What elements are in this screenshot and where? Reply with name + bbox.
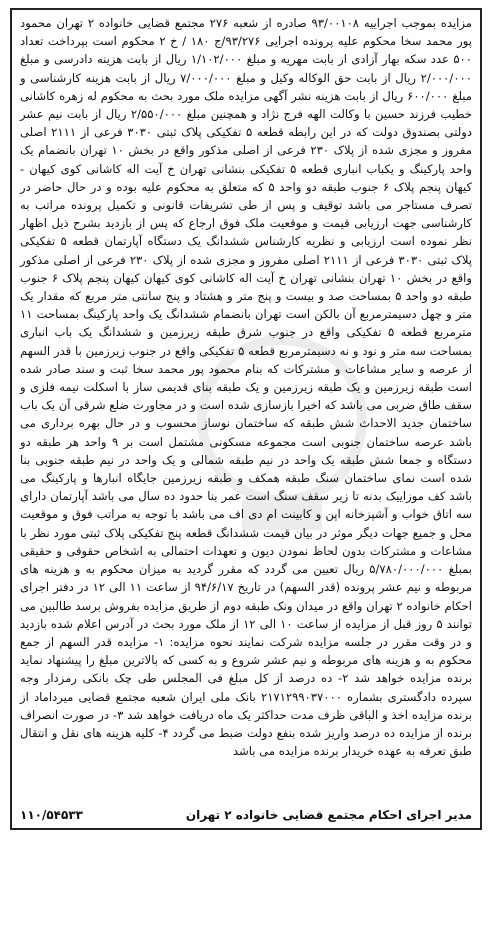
notice-body-text: مزایده بموجب اجراییه ۹۳/۰۰۱۰۸ صادره از شعبه ۲۷۶ مجتمع قضایی خانواده ۲ تهران محمود پور محمد سخا محکوم علیه پرونده اجرایی ۹۳/۲۷۶/ج ۱۸۰ / خ ۲ محکوم است بپرداخت تعداد ۵۰۰ عدد سکه بهار آزادی از بابت مهریه و مبلغ ۱/۱۰۲/۰۰۰ ریال از بابت هزینه دادرسی و مبلغ ۲/۰۰۰/۰۰۰ ریال از بابت حق الوکاله وکیل و مبلغ ۷/۰۰۰/۰۰۰ ریال از بابت هزینه کارشناسی و مبلغ ۶۰۰/۰۰۰ ریال از بابت هزینه نشر آگهی مزایده ملک مورد بحث به محکوم له زهره کاشانی خطیب فرزند حسین با وکالت الهه فرج نژاد و همچنین مبلغ ۲/۵۵۰/۰۰۰ ریال از بابت نیم عشر دولتی بصندوق دولت که در این رابطه قطعه ۵ تفکیکی پلاک ثبتی ۳۰۳۰ فرعی از ۲۱۱۱ اصلی مفروز و مجزی شده از پلاک ۲۳۰ فرعی از اصلی مذکور واقع در بخش ۱۰ تهران بانضمام یک واحد پارکینگ و یکباب انباری قطعه ۵ تفکیکی بنشانی تهران خ آیت اله کاشانی کوی کیهان - کیهان پنجم پلاک ۶ جنوب طبقه دو واحد ۵ که متعلق به محکوم علیه بوده و در حال حاضر در تصرف مستاجر می باشد توقیف و پس از طی تشریفات قانونی و تکمیل پرونده مراتب به کارشناسی جهت ارزیابی قیمت و موقعیت ملک فوق ارجاع که پس از بازدید بشرح ذیل اظهار نظر نموده است ارزیابی و نظریه کارشناس ششدانگ یک دستگاه آپارتمان قطعه ۵ تفکیکی پلاک ثبتی ۳۰۳۰ فرعی از ۲۱۱۱ اصلی مفروز و مجزی شده از پلاک ۲۳۰ فرعی از اصلی مذکور واقع در بخش ۱۰ تهران بنشانی تهران خ آیت اله کاشانی کوی کیهان کیهان پنجم پلاک ۶ جنوب طبقه دو واحد ۵ بمساحت صد و بیست و پنج متر و هشتاد و پنج سانتی متر مربع که مقدار یک متر و چهل دسیمترمربع آن بالکن است تهران بانضمام ششدانگ یک واحد پارکینگ بمساحت ۱۱ مترمربع قطعه ۵ تفکیکی واقع در جنوب شرق طبقه زیرزمین و ششدانگ یک باب انباری بمساحت سه متر و نود و نه دسیمترمربع قطعه ۵ تفکیکی واقع در جنوب زیرزمین با قدر السهم از عرصه و سایر مشاعات و مشترکات که بنام محمود پور محمد سخا ثبت و سند صادر شده است طبقه زیرزمین و یک طبقه زیرزمین و یک طبقه بنای قدیمی ساز با اسکلت نیمه فلزی و سقف طاق ضربی می باشد که اخیرا بازسازی شده است و در مجاورت ضلع شرقی آن یک باب ساختمان جدید الاحداث شش طبقه که ساختمان نوساز محسوب و در حال بهره برداری می باشد عرصه ساختمان جنوبی است مجموعه مسکونی مشتمل است بر ۹ واحد هر طبقه دو دستگاه و جمعا شش طبقه یک واحد در نیم طبقه شمالی و یک واحد در نیم طبقه جنوبی بنا شده است نمای ساختمان سنگ طبقه همکف و طبقه زیرزمین جایگاه انبارها و پارکینگ می باشد کف موزاییک بدنه تا زیر سقف سنگ است عمر بنا حدود ده سال می باشد آپارتمان دارای سه اتاق خواب و آشپزخانه اپن و کابینت ام دی اف می باشد با توجه به مراتب فوق و موقعیت محل و جمیع جهات دیگر موثر در بیان قیمت ششدانگ قطعه پنج تفکیکی پلاک ثبتی مورد نظر با مشاعات و مشترکات بدون لحاظ نمودن دیون و تعهدات احتمالی به اشخاص حقوقی و حقیقی بمبلغ ۵/۷۸۰/۰۰۰/۰۰۰ ریال تعیین می گردد که مقرر گردید به میزان محکوم به و هزینه های مربوطه و نیم عشر پرونده (قدر السهم) در تاریخ ۹۴/۶/۱۷ از ساعت ۱۱ الی ۱۲ در دفتر اجرای احکام خانواده ۲ تهران واقع در میدان ونک طبقه دوم از طریق مزایده بفروش برسد طالبین می توانند ۵ روز قبل از مزایده از ساعت ۱۰ الی ۱۲ از ملک مورد بحث در آدرس اعلام شده بازدید و در وقت مقرر در جلسه مزایده شرکت نمایند نحوه مزایده: ۱- مزایده قدر السهم از جمع محکوم به و هزینه های مربوطه و نیم عشر شروع و به کسی که بالاترین مبلغ را پیشنهاد نماید برنده مزایده خواهد شد ۲- ده درصد از کل مبلغ فی المجلس طی چک بانکی رمزدار وجه سپرده دادگستری بشماره ۲۱۷۱۲۹۹۰۳۷۰۰۰ بانک ملی ایران شعبه مجتمع قضایی میرداماد از برنده مزایده اخذ و الباقی ظرف مدت حداکثر یک ماه دریافت خواهد شد ۳- در صورت انصراف برنده از مزایده ده درصد واریز شده بنفع دولت ضبط می گردد ۴- کلیه هزینه های نقل و انتقال طبق تعرفه به عهده خریدار برنده مزایده می باشد — [20, 16, 473, 759]
notice-footer — [20, 808, 472, 822]
auction-notice — [10, 8, 482, 830]
reference-number: ۱۱۰/۵۴۵۳۳ — [20, 808, 83, 822]
issuer-signature: مدیر اجرای احکام مجتمع قضایی خانواده ۲ تهران — [185, 808, 472, 822]
